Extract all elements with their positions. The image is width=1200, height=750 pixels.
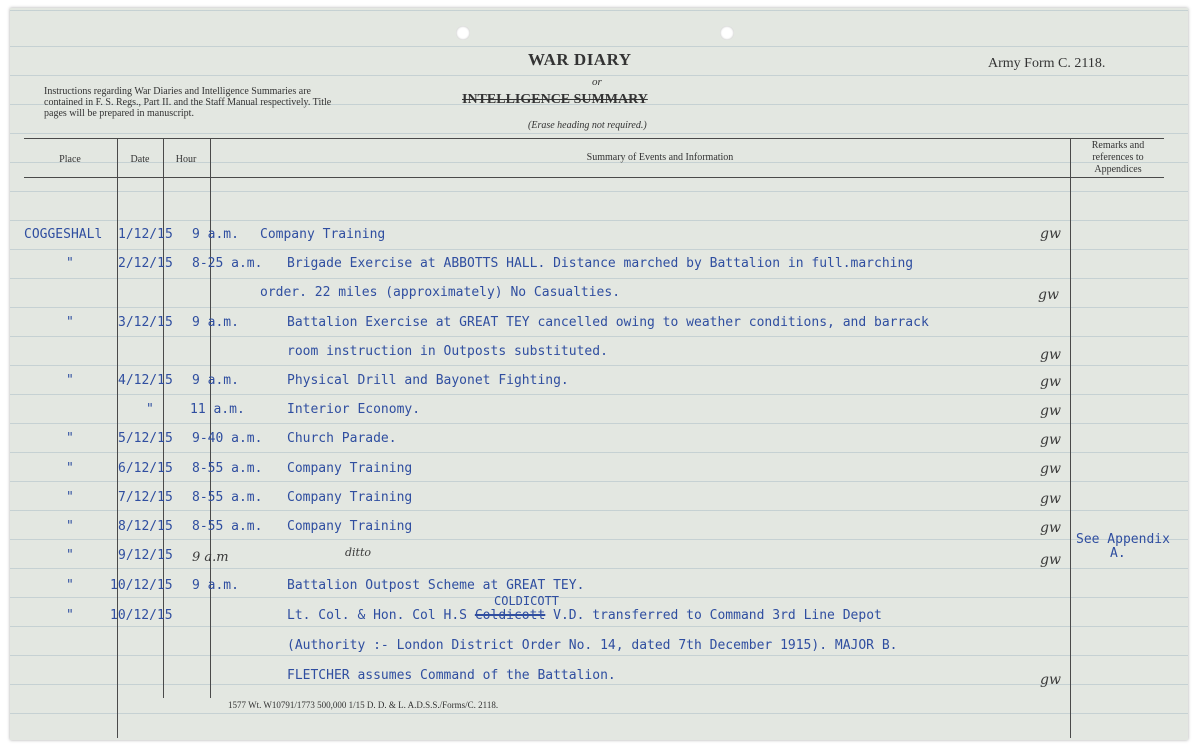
initials-mark: gw xyxy=(1038,287,1059,303)
date-cell: 9/12/15 xyxy=(118,548,173,563)
hour-cell-handwritten: 9 a.m xyxy=(192,550,229,565)
date-cell: 1/12/15 xyxy=(118,227,173,242)
punch-hole-left xyxy=(456,26,470,40)
appendix-letter: A. xyxy=(1110,546,1126,561)
entry-text: Battalion Exercise at GREAT TEY cancelled owing to weather conditions, and barrack xyxy=(287,315,929,330)
header-top-rule xyxy=(24,138,1164,139)
entry-text: Brigade Exercise at ABBOTTS HALL. Distance marched by Battalion in full.marching xyxy=(287,256,914,271)
initials-mark: gw xyxy=(1040,226,1061,242)
page-title: WAR DIARY xyxy=(528,50,632,69)
struck-name: Coldicott xyxy=(474,608,546,623)
col-header-date: Date xyxy=(130,154,150,165)
initials-mark: gw xyxy=(1040,374,1061,390)
date-cell: 2/12/15 xyxy=(118,256,173,271)
hour-summary-divider xyxy=(210,138,211,698)
date-cell: 8/12/15 xyxy=(118,519,173,534)
form-footer: 1577 Wt. W10791/1773 500,000 1/15 D. D. & L. A.D.S.S./Forms/C. 2118. xyxy=(228,700,499,710)
initials-mark: gw xyxy=(1040,520,1061,536)
header-bottom-rule xyxy=(24,177,1164,178)
entry-text xyxy=(287,608,882,623)
place-cell: " xyxy=(66,490,74,505)
entry-text-continued: room instruction in Outposts substituted. xyxy=(287,344,608,359)
date-cell: 3/12/15 xyxy=(118,315,173,330)
entry-text: Physical Drill and Bayonet Fighting. xyxy=(287,373,569,388)
date-cell: 6/12/15 xyxy=(118,461,173,476)
col-header-remarks: Remarks and references to Appendices xyxy=(1091,140,1145,175)
entry-text: Company Training xyxy=(287,490,413,505)
place-cell: " xyxy=(66,373,74,388)
or-label: or xyxy=(592,76,602,88)
entry-text: Church Parade. xyxy=(287,431,397,446)
correction-above: COLDICOTT xyxy=(494,594,560,608)
place-cell: " xyxy=(66,431,74,446)
place-cell: " xyxy=(66,519,74,534)
summary-remarks-divider xyxy=(1070,138,1071,738)
hour-cell: 8-55 a.m. xyxy=(192,519,263,534)
entry-text-handwritten: ditto xyxy=(345,546,372,559)
hour-cell: 8-55 a.m. xyxy=(192,490,263,505)
hour-cell: 9 a.m. xyxy=(192,578,239,593)
date-cell: 10/12/15 xyxy=(110,578,173,593)
hour-cell: 8-25 a.m. xyxy=(192,256,263,271)
col-header-place: Place xyxy=(59,154,81,165)
erase-note: (Erase heading not required.) xyxy=(528,120,647,131)
date-cell: 10/12/15 xyxy=(110,608,173,623)
initials-mark: gw xyxy=(1040,432,1061,448)
place-cell: " xyxy=(146,402,154,417)
entry-text: Interior Economy. xyxy=(287,402,421,417)
entry-text: Company Training xyxy=(260,227,386,242)
initials-mark: gw xyxy=(1040,347,1061,363)
hour-cell: 11 a.m. xyxy=(190,402,245,417)
hour-cell: 8-55 a.m. xyxy=(192,461,263,476)
place-cell: " xyxy=(66,608,74,623)
entry-text: Company Training xyxy=(287,461,413,476)
intelligence-summary-heading: INTELLIGENCE SUMMARY xyxy=(462,92,648,107)
entry-text-continued: order. 22 miles (approximately) No Casualties. xyxy=(260,285,621,300)
col-header-hour: Hour xyxy=(175,154,197,165)
entry-text-continued: FLETCHER assumes Command of the Battalion. xyxy=(287,668,616,683)
entry-text: Battalion Outpost Scheme at GREAT TEY. xyxy=(287,578,585,593)
hour-cell: 9-40 a.m. xyxy=(192,431,263,446)
punch-hole-right xyxy=(720,26,734,40)
hour-cell: 9 a.m. xyxy=(192,227,239,242)
place-cell: " xyxy=(66,548,74,563)
col-header-summary: Summary of Events and Information xyxy=(586,152,734,163)
date-cell: 4/12/15 xyxy=(118,373,173,388)
army-form-label: Army Form C. 2118. xyxy=(988,56,1106,71)
appendix-reference: See Appendix xyxy=(1076,532,1170,547)
entry-text-start: Lt. Col. & Hon. Col H.S xyxy=(287,608,468,623)
initials-mark: gw xyxy=(1040,552,1061,568)
place-cell: " xyxy=(66,461,74,476)
place-cell: " xyxy=(66,315,74,330)
initials-mark: gw xyxy=(1040,672,1061,688)
hour-cell: 9 a.m. xyxy=(192,373,239,388)
entry-text: Company Training xyxy=(287,519,413,534)
date-cell: 5/12/15 xyxy=(118,431,173,446)
place-cell: " xyxy=(66,578,74,593)
entry-text-end: V.D. transferred to Command 3rd Line Depot xyxy=(553,608,882,623)
entry-text-continued: (Authority :- London District Order No. 14, dated 7th December 1915). MAJOR B. xyxy=(287,638,898,653)
initials-mark: gw xyxy=(1040,403,1061,419)
place-cell: " xyxy=(66,256,74,271)
instructions-text: Instructions regarding War Diaries and Intelligence Summaries are contained in F. S. Regs., Part II. and the Staff Manual respectively. Title pages will be prepared in manuscript. xyxy=(44,86,332,119)
date-cell: 7/12/15 xyxy=(118,490,173,505)
place-cell: COGGESHALl xyxy=(24,227,103,242)
initials-mark: gw xyxy=(1040,491,1061,507)
initials-mark: gw xyxy=(1040,461,1061,477)
hour-cell: 9 a.m. xyxy=(192,315,239,330)
